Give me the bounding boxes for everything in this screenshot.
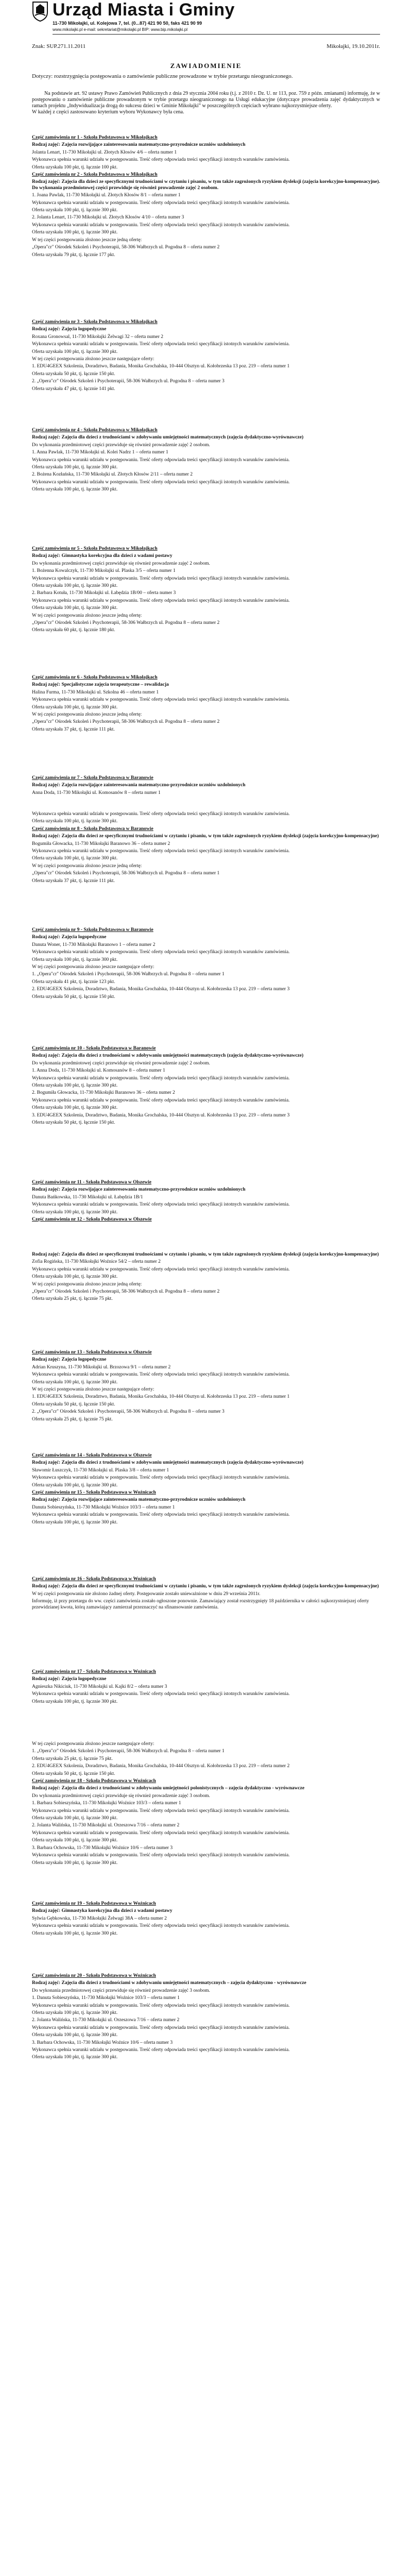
section-line: W tej części postępowania złożono jeszcze jedną ofertę: bbox=[32, 613, 142, 618]
section-line: Oferta uzyskała 100 pkt, tj. łącznie 300 pkt. bbox=[32, 819, 118, 824]
section-line: Wykonawca spełnia warunki udziału w postępowaniu. Treść oferty odpowiada treści specyfikacji istotnych warunków zamówienia. bbox=[32, 200, 290, 206]
section-heading: Część zamówienia nr 16 - Szkoła Podstawowa w Woźnicach bbox=[32, 1577, 156, 1582]
section-line: Do wykonania przedmiotowej części przewiduje się również prowadzenie zajęć 2 osobom. bbox=[32, 561, 210, 566]
award-section bbox=[32, 1741, 380, 1868]
section-line: Oferta uzyskała 100 pkt, tj. łącznie 300 pkt. bbox=[32, 856, 118, 861]
section-heading: Część zamówienia nr 5 - Szkoła Podstawowa w Mikołajkach bbox=[32, 546, 158, 551]
section-line: 1. EDU4GEEX Szkolenia, Doradztwo, Badania, Monika Grochalska, 10-444 Olsztyn ul. Kołobrzeska 13 poz. 219 – oferta numer 1 bbox=[32, 364, 290, 369]
section-line: 2. Jolanta Walińska, 11-730 Mikołajki ul. Orzeszowa 7/16 – oferta numer 2 bbox=[32, 1823, 180, 1828]
section-line: Do wykonania przedmiotowej części przewiduje się również prowadzenie zajęć 3 osobom. bbox=[32, 1988, 210, 1993]
section-line: Do wykonania przedmiotowej części przewiduje się również prowadzenie zajęć 2 osobom. bbox=[32, 1060, 210, 1066]
section-line: Oferta uzyskała 50 pkt, tj. łącznie 150 pkt. bbox=[32, 1120, 115, 1126]
section-line: Oferta uzyskała 50 pkt, tj. łącznie 150 pkt. bbox=[32, 994, 115, 999]
section-line: Zofia Rogińska, 11-730 Mikołajki Woźnice 54/2 – oferta numer 2 bbox=[32, 1259, 161, 1265]
section-line: Oferta uzyskała 41 pkt, tj. łącznie 123 pkt. bbox=[32, 979, 115, 985]
section-line: Wykonawca spełnia warunki udziału w postępowaniu. Treść oferty odpowiada treści specyfikacji istotnych warunków zamówienia. bbox=[32, 575, 290, 581]
section-line: Bogumiła Głowacka, 11-730 Mikołajki Baranowo 36 – oferta numer 2 bbox=[32, 841, 170, 846]
section-line: Oferta uzyskała 100 pkt, tj. łącznie 300 pkt. bbox=[32, 1860, 118, 1866]
class-type: Rodzaj zajęć: Gimnastyka korekcyjna dla dzieci z wadami postawy bbox=[32, 1908, 173, 1914]
section-line: Jolanta Lenart, 11-730 Mikołajki ul. Złotych Kłosów 4/6 – oferta numer 1 bbox=[32, 149, 177, 155]
section-line: 1. Joana Pawlak, 11-730 Mikołajki ul. Złotych Kłosów 8/1 – oferta numer 1 bbox=[32, 193, 181, 198]
section-line: 1. Bożenna Kowalczyk, 11-730 Mikołajki ul. Plaska 3/5 – oferta numer 1 bbox=[32, 568, 176, 574]
section-line: Oferta uzyskała 100 pkt, tj. łącznie 300 pkt. bbox=[32, 487, 118, 493]
divider bbox=[53, 34, 380, 35]
award-section bbox=[32, 1350, 380, 1424]
intro-paragraph: Na podstawie art. 92 ustawy Prawo Zamówień Publicznych z dnia 29 stycznia 2004 roku (t.j. z 2010 r. Dz. U. nr 113, poz. 759 z późn. zmianami) informuję, że w postępowaniu o zamówienie publiczne prowadzonym w trybie przetargu nieograniczonego na Usługi edukacyjne (dotyczące prowadzenia zajęć dydaktycznych w ramach projektu „Indywidualizacja drogą do sukcesu dzieci w Gminie Mikołajki” w poszczególnych częściach wybrano najkorzystniejsze oferty. W każdej z części zastosowano kryterium wyboru Wykonawcy była cena. bbox=[32, 91, 380, 115]
class-type: Rodzaj zajęć: Zajęcia logopedyczne bbox=[32, 327, 107, 332]
section-line: 2. Barbara Kotuła, 11-730 Mikołajki ul. Łabędzia 1B/00 – oferta numer 3 bbox=[32, 590, 176, 596]
section-line: W tej części postępowania złożono jeszcze następujące oferty: bbox=[32, 964, 154, 970]
office-title: Urząd Miasta i Gminy bbox=[53, 0, 235, 20]
subject-line: Dotyczy: rozstrzygnięcia postępowania o zamówienie publiczne prowadzone w trybie przetargu nieograniczonego. bbox=[32, 73, 293, 79]
section-line: W tej części postępowania złożono jeszcze jedną ofertę: bbox=[32, 237, 142, 243]
class-type: Rodzaj zajęć: Zajęcia rozwijające zainteresowania matematyczno-przyrodnicze uczniów uzdolnionych bbox=[32, 1497, 246, 1503]
section-line: Wykonawca spełnia warunki udziału w postępowaniu. Treść oferty odpowiada treści specyfikacji istotnych warunków zamówienia. bbox=[32, 598, 290, 603]
section-line: Wykonawca spełnia warunki udziału w postępowaniu. Treść oferty odpowiada treści specyfikacji istotnych warunków zamówienia. bbox=[32, 1266, 290, 1272]
section-line: Danuta Bańkowska, 11-730 Mikołajki ul. Łabędzia 1B/1 bbox=[32, 1194, 143, 1200]
section-line: Wykonawca spełnia warunki udziału w postępowaniu. Treść oferty odpowiada treści specyfikacji istotnych warunków zamówienia. bbox=[32, 222, 290, 228]
section-heading: Część zamówienia nr 15 - Szkoła Podstawowa w Woźnicach bbox=[32, 1490, 156, 1496]
section-line: W tej części postępowania nie złożono żadnej oferty. Postępowanie zostało unieważnione w dniu 29 września 2011r. bbox=[32, 1591, 261, 1597]
section-line: 2. Bożena Kozłańska, 11-730 Mikołajki ul. Złotych Kłosów 2/11 – oferta numer 2 bbox=[32, 472, 193, 478]
section-heading: Część zamówienia nr 14 - Szkoła Podstawowa w Olszewie bbox=[32, 1453, 152, 1458]
section-line: 1. „Opera"cr" Ośrodek Szkoleń i Psychoterapii, 58-306 Wałbrzych ul. Pogodna 8 – oferta numer 1 bbox=[32, 1749, 225, 1754]
award-section bbox=[32, 135, 380, 260]
section-line: Wykonawca spełnia warunki udziału w postępowaniu. Treść oferty odpowiada treści specyfikacji istotnych warunków zamówienia. bbox=[32, 1691, 290, 1697]
section-line: W tej części postępowania złożono jeszcze następujące oferty: bbox=[32, 1741, 154, 1747]
section-line: Wykonawca spełnia warunki udziału w postępowaniu. Treść oferty odpowiada treści specyfikacji istotnych warunków zamówienia. bbox=[32, 1512, 290, 1518]
section-line: 3. Barbara Ochowska, 11-730 Mikołajki Woźnice 10/6 – oferta numer 3 bbox=[32, 1845, 173, 1851]
section-line: Wykonawca spełnia warunki udziału w postępowaniu. Treść oferty odpowiada treści specyfikacji istotnych warunków zamówienia. bbox=[32, 342, 290, 347]
section-line: Oferta uzyskała 37 pkt, tj. łącznie 111 pkt. bbox=[32, 726, 115, 732]
section-line: Oferta uzyskała 100 pkt, tj. łącznie 300 pkt. bbox=[32, 1209, 118, 1215]
class-type: Rodzaj zajęć: Zajęcia logopedyczne bbox=[32, 935, 107, 940]
award-section bbox=[32, 675, 380, 734]
section-heading: Część zamówienia nr 19 - Szkoła Podstawowa w Woźnicach bbox=[32, 1901, 156, 1906]
section-line: Oferta uzyskała 100 pkt, tj. łącznie 300 pkt. bbox=[32, 1105, 118, 1111]
section-line: Adrian Kruszyna, 11-730 Mikołajki ul. Brzozowa 9/1 – oferta numer 2 bbox=[32, 1364, 171, 1370]
award-section bbox=[32, 1453, 380, 1527]
class-type: Rodzaj zajęć: Zajęcia dla dzieci z trudnościami w zdobywaniu umiejętności matematycznych (zajęcia dydaktyczno-wyrównawcze) bbox=[32, 1460, 304, 1466]
award-section bbox=[32, 1046, 380, 1127]
section-line: Danuta Woner, 11-730 Mikołajki Baranowo 1 – oferta numer 2 bbox=[32, 942, 156, 947]
class-type: Rodzaj zajęć: Zajęcia dla dzieci z trudnościami w zdobywaniu umiejętności matematycznych (zajęcia dydaktyczno-wyrównawcze) bbox=[32, 1053, 304, 1059]
section-heading: Część zamówienia nr 10 - Szkoła Podstawowa w Baranowie bbox=[32, 1046, 156, 1051]
section-line: Oferta uzyskała 100 pkt, tj. łącznie 300 pkt. bbox=[32, 2032, 118, 2038]
section-line: Do wykonania przedmiotowej części przewiduje się również prowadzenie zajęć 2 osobom. bbox=[32, 442, 210, 448]
award-section bbox=[32, 1669, 380, 1706]
section-line: Wykonawca spełnia warunki udziału w postępowaniu. Treść oferty odpowiada treści specyfikacji istotnych warunków zamówienia. bbox=[32, 1475, 290, 1481]
section-line: Wykonawca spełnia warunki udziału w postępowaniu. Treść oferty odpowiada treści specyfikacji istotnych warunków zamówienia. bbox=[32, 1372, 290, 1378]
section-line: Oferta uzyskała 37 pkt, tj. łącznie 111 pkt. bbox=[32, 878, 115, 884]
section-line: 1. Barbara Sobieszyńska, 11-730 Mikołajki Woźnice 103/3 – oferta numer 1 bbox=[32, 1801, 181, 1806]
section-line: Sławomir Łuszczyk, 11-730 Mikołajki ul. Plaska 3/8 – oferta numer 1 bbox=[32, 1467, 169, 1473]
letter-date: Mikołajki, 19.10.2011r. bbox=[327, 43, 380, 49]
section-line: Wykonawca spełnia warunki udziału w postępowaniu. Treść oferty odpowiada treści specyfikacji istotnych warunków zamówienia. bbox=[32, 811, 290, 817]
class-type: Rodzaj zajęć: Zajęcia dla dzieci ze specyficznymi trudnościami w czytaniu i pisaniu, w tym także zagrożonych ryzykiem dysleksji (zajęcia korekcyjno-kompensacyjne). Do wykonania przedmiotowej części przewiduje się również prowadzenie zajęć 2 osobom. bbox=[32, 179, 380, 191]
section-heading: Część zamówienia nr 7 - Szkoła Podstawowa w Baranowie bbox=[32, 775, 153, 781]
section-line: Oferta uzyskała 100 pkt, tj. łącznie 300 pkt. bbox=[32, 605, 118, 611]
section-line: Oferta uzyskała 100 pkt, tj. łącznie 300 pkt. bbox=[32, 1699, 118, 1704]
section-line: 3. EDU4GEEX Szkolenia, Doradztwo, Badania, Monika Grochalska, 10-444 Olsztyn ul. Kołobrzeska 13 poz. 219 – oferta numer 3 bbox=[32, 1112, 290, 1118]
section-line: 2. EDU4GEEX Szkolenia, Doradztwo, Badania, Monika Grochalska, 10-444 Olsztyn ul. Kołobrzeska 13 poz. 219 – oferta numer 2 bbox=[32, 1764, 290, 1769]
section-line: Oferta uzyskała 50 pkt, tj. łącznie 150 pkt. bbox=[32, 371, 115, 377]
section-line: W tej części postępowania złożono jeszcze następujące oferty: bbox=[32, 357, 154, 362]
award-section bbox=[32, 927, 380, 1002]
section-line: Wykonawca spełnia warunki udziału w postępowaniu. Treść oferty odpowiada treści specyfikacji istotnych warunków zamówienia. bbox=[32, 479, 290, 485]
section-line: Oferta uzyskała 50 pkt, tj. łącznie 150 pkt. bbox=[32, 1401, 115, 1407]
class-type: Rodzaj zajęć: Zajęcia dla dzieci z trudnościami w zdobywaniu umiejętności polonistycznych – zajęcia dydaktyczno - wyrównawcze bbox=[32, 1786, 305, 1791]
award-section bbox=[32, 546, 380, 635]
section-line: Agnieszka Nikiciuk, 11-730 Mikołajki ul. Kajki 8/2 – oferta numer 3 bbox=[32, 1684, 167, 1689]
section-line: 1. Danuta Sobieszyńska, 11-730 Mikołajki Woźnice 103/3 – oferta numer 1 bbox=[32, 1995, 180, 2001]
section-line: Oferta uzyskała 25 pkt, tj. łącznie 75 pkt. bbox=[32, 1756, 113, 1761]
section-line: 1. „Opera"cr" Ośrodek Szkoleń i Psychoterapii, 58-306 Wałbrzych ul. Pogodna 8 – oferta numer 1 bbox=[32, 972, 225, 977]
class-type: Rodzaj zajęć: Specjalistyczne zajęcia terapeutyczne – rewalidacja bbox=[32, 682, 169, 688]
section-line: „Opera"cr" Ośrodek Szkoleń i Psychoterapii, 58-306 Wałbrzych ul. Pogodna 8 – oferta numer 2 bbox=[32, 1289, 220, 1295]
section-line: Wykonawca spełnia warunki udziału w postępowaniu. Treść oferty odpowiada treści specyfikacji istotnych warunków zamówienia. bbox=[32, 2003, 290, 2008]
section-line: Oferta uzyskała 100 pkt, tj. łącznie 300 pkt. bbox=[32, 230, 118, 235]
section-heading: Część zamówienia nr 17 - Szkoła Podstawowa w Woźnicach bbox=[32, 1669, 156, 1674]
section-heading: Część zamówienia nr 13 - Szkoła Podstawowa w Olszewie bbox=[32, 1350, 152, 1355]
class-type: Rodzaj zajęć: Zajęcia rozwijające zainteresowania matematyczno-przyrodnicze uczniów uzdolnionych bbox=[32, 142, 246, 148]
section-line: Oferta uzyskała 100 pkt, tj. łącznie 300 pkt. bbox=[32, 1482, 118, 1488]
section-line: „Opera"cr" Ośrodek Szkoleń i Psychoterapii, 58-306 Wałbrzych ul. Pogodna 8 – oferta numer 2 bbox=[32, 245, 220, 250]
section-heading: Część zamówienia nr 20 - Szkoła Podstawowa w Woźnicach bbox=[32, 1973, 156, 1978]
section-line: Wykonawca spełnia warunki udziału w postępowaniu. Treść oferty odpowiada treści specyfikacji istotnych warunków zamówienia. bbox=[32, 1923, 290, 1929]
award-section bbox=[32, 428, 380, 495]
award-section bbox=[32, 1180, 380, 1224]
section-heading: Część zamówienia nr 6 - Szkoła Podstawowa w Mikołajkach bbox=[32, 675, 158, 680]
award-section bbox=[32, 775, 380, 798]
section-line: Oferta uzyskała 100 pkt, tj. łącznie 300 pkt. bbox=[32, 349, 118, 354]
section-heading: Część zamówienia nr 1 - Szkoła Podstawowa w Mikołajkach bbox=[32, 135, 158, 140]
section-line: Wykonawca spełnia warunki udziału w postępowaniu. Treść oferty odpowiada treści specyfikacji istotnych warunków zamówienia. bbox=[32, 697, 290, 703]
section-line: Wykonawca spełnia warunki udziału w postępowaniu. Treść oferty odpowiada treści specyfikacji istotnych warunków zamówienia. bbox=[32, 1075, 290, 1081]
section-line: 2. Bogumiła Głowacka, 11-730 Mikołajki Baranowo 36 – oferta numer 2 bbox=[32, 1090, 175, 1096]
section-line: W tej części postępowania złożono jeszcze jedną ofertę: bbox=[32, 712, 142, 718]
class-type: Rodzaj zajęć: Gimnastyka korekcyjna dla dzieci z wadami postawy bbox=[32, 553, 173, 559]
section-heading: Część zamówienia nr 18 - Szkoła Podstawowa w Woźnicach bbox=[32, 1778, 156, 1784]
section-line: Oferta uzyskała 25 pkt, tj. łącznie 75 pkt. bbox=[32, 1296, 113, 1302]
section-line: 2. „Opera"cr" Ośrodek Szkoleń i Psychoterapii, 58-306 Wałbrzych ul. Pogodna 8 – oferta numer 3 bbox=[32, 1409, 225, 1415]
section-line: W tej części postępowania złożono jeszcze jedną ofertę: bbox=[32, 863, 142, 869]
section-line: Oferta uzyskała 100 pkt, tj. łącznie 300 pkt. bbox=[32, 1083, 118, 1089]
section-line: Wykonawca spełnia warunki udziału w postępowaniu. Treść oferty odpowiada treści specyfikacji istotnych warunków zamówienia. bbox=[32, 1853, 290, 1858]
section-line: 2. Jolanta Lenart, 11-730 Mikołajki ul. Złotych Kłosów 4/10 – oferta numer 3 bbox=[32, 215, 184, 221]
section-line: Oferta uzyskała 100 pkt, tj. łącznie 300 pkt. bbox=[32, 1838, 118, 1843]
section-line: Roxana Gronowsal, 11-730 Mikołajki Żelwagi 32 – oferta numer 2 bbox=[32, 334, 164, 340]
section-line: Oferta uzyskała 100 pkt, tj. łącznie 300 pkt. bbox=[32, 1379, 118, 1385]
section-line: Oferta uzyskała 100 pkt, tj. łącznie 300 pkt. bbox=[32, 2055, 118, 2060]
section-heading: Część zamówienia nr 11 - Szkoła Podstawowa w Olszewie bbox=[32, 1180, 152, 1185]
section-line: Wykonawca spełnia warunki udziału w postępowaniu. Treść oferty odpowiada treści specyfikacji istotnych warunków zamówienia. bbox=[32, 2025, 290, 2030]
section-line: „Opera"cr" Ośrodek Szkoleń i Psychoterapii, 58-306 Wałbrzych ul. Pogodna 8 – oferta numer 1 bbox=[32, 871, 220, 876]
section-line: „Opera"cr" Ośrodek Szkoleń i Psychoterapii, 58-306 Wałbrzych ul. Pogodna 8 – oferta numer 2 bbox=[32, 719, 220, 725]
section-line: 1. Anna Pawlak, 11-730 Mikołajki ul. Kolei Nadrz 1 – oferta numer 1 bbox=[32, 450, 168, 455]
section-line: Oferta uzyskała 100 pkt, tj. łącznie 300 pkt. bbox=[32, 465, 118, 470]
section-heading: Część zamówienia nr 9 - Szkoła Podstawowa w Baranowie bbox=[32, 927, 153, 933]
section-line: Anna Doda, 11-730 Mikołajki ul. Komosanów 8 – oferta numer 1 bbox=[32, 790, 161, 795]
section-line: 2. „Opera"cr" Ośrodek Szkoleń i Psychoterapii, 58-306 Wałbrzych ul. Pogodna 8 – oferta numer 3 bbox=[32, 379, 225, 384]
award-section bbox=[32, 1973, 380, 2062]
document-heading: ZAWIADOMIENIE bbox=[170, 62, 242, 70]
class-type: Rodzaj zajęć: Zajęcia logopedyczne bbox=[32, 1676, 107, 1682]
section-heading: Część zamówienia nr 12 - Szkoła Podstawowa w Olszewie bbox=[32, 1217, 152, 1223]
section-line: Wykonawca spełnia warunki udziału w postępowaniu. Treść oferty odpowiada treści specyfikacji istotnych warunków zamówienia. bbox=[32, 1202, 290, 1208]
class-type: Rodzaj zajęć: Zajęcia dla dzieci ze specyficznymi trudnościami w czytaniu i pisaniu, w tym także zagrożonych ryzykiem dysleksji (zajęcia korekcyjno-kompensacyjne) bbox=[32, 1584, 379, 1589]
section-line: Danuta Sobieszyńska, 11-730 Mikołajki Woźnice 103/3 – oferta numer 1 bbox=[32, 1504, 175, 1510]
section-line: „Opera"cr" Ośrodek Szkoleń i Psychoterapii, 58-306 Wałbrzych ul. Pogodna 8 – oferta numer 2 bbox=[32, 620, 220, 626]
section-line: 2. Jolanta Walińska, 11-730 Mikołajki ul. Orzeszowa 7/16 – oferta numer 2 bbox=[32, 2018, 180, 2023]
letterhead bbox=[32, 0, 380, 49]
section-line: Sylwia Gębkowska, 11-730 Mikołajki Żelwagi 38A – oferta numer 2 bbox=[32, 1916, 167, 1921]
section-line: Oferta uzyskała 100 pkt, tj. łącznie 100 pkt. bbox=[32, 164, 118, 170]
section-line: Oferta uzyskała 100 pkt, tj. łącznie 300 pkt. bbox=[32, 1274, 118, 1280]
section-line: Wykonawca spełnia warunki udziału w postępowaniu. Treść oferty odpowiada treści specyfikacji istotnych warunków zamówienia. bbox=[32, 1097, 290, 1103]
section-line: Oferta uzyskała 100 pkt, tj. łącznie 300 pkt. bbox=[32, 957, 118, 962]
section-heading: Część zamówienia nr 2 - Szkoła Podstawowa w Mikołajkach bbox=[32, 172, 158, 178]
office-address: 11-730 Mikołajki, ul. Kolejowa 7, tel. (0...87) 421 90 50, faks 421 90 99 bbox=[53, 21, 202, 26]
section-line: Oferta uzyskała 100 pkt, tj. łącznie 300 pkt. bbox=[32, 704, 118, 710]
section-heading: Część zamówienia nr 4 - Szkoła Podstawowa w Mikołajkach bbox=[32, 428, 158, 433]
section-line: Oferta uzyskała 100 pkt, tj. łącznie 300 pkt. bbox=[32, 1930, 118, 1936]
class-type: Rodzaj zajęć: Zajęcia dla dzieci ze specyficznymi trudnościami w czytaniu i pisaniu, w tym także zagrożonych ryzykiem dysleksji (zajęcia korekcyjno-kompensacyjne) bbox=[32, 834, 379, 839]
section-line: Oferta uzyskała 60 pkt, tj. łącznie 180 pkt. bbox=[32, 628, 115, 633]
office-contact: www.mikolajki.pl e-mail: sekretariat@mikolajki.pl BIP: www.bip.mikolajki.pl bbox=[53, 27, 187, 32]
section-line: W tej części postępowania złożono jeszcze następujące oferty: bbox=[32, 1387, 154, 1393]
section-line: Oferta uzyskała 25 pkt, tj. łącznie 75 pkt. bbox=[32, 1416, 113, 1422]
section-line: Oferta uzyskała 79 pkt, tj. łącznie 177 pkt. bbox=[32, 252, 115, 258]
section-line: Wykonawca spełnia warunki udziału w postępowaniu. Treść oferty odpowiada treści specyfikacji istotnych warunków zamówienia. bbox=[32, 457, 290, 463]
section-line: Do wykonania przedmiotowej części przewiduje się również prowadzenie zajęć 3 osobom. bbox=[32, 1793, 210, 1799]
reference-number: Znak: SUP.271.11.2011 bbox=[32, 43, 86, 49]
section-line: 1. Anna Doda, 11-730 Mikołajki ul. Komosanów 8 – oferta numer 1 bbox=[32, 1068, 165, 1074]
section-line: Oferta uzyskała 100 pkt, tj. łącznie 300 pkt. bbox=[32, 1816, 118, 1821]
section-heading: Część zamówienia nr 3 - Szkoła Podstawowa w Mikołajkach bbox=[32, 319, 158, 325]
class-type: Rodzaj zajęć: Zajęcia dla dzieci ze specyficznymi trudnościami w czytaniu i pisaniu, w tym także zagrożonych ryzykiem dysleksji (zajęcia korekcyjno-kompensacyjne) bbox=[32, 1252, 379, 1257]
section-line: Informuję, iż przy przetargu do ww. części zamówienia zostało ogłoszone ponownie. Zamawiający został rozstrzygnięty 18 października w całości najkorzystniejszej oferty przewidzianej kwota, którą zamawiający zamierzał przeznaczyć na sfinansowanie zamówienia. bbox=[32, 1599, 369, 1610]
class-type: Rodzaj zajęć: Zajęcia rozwijające zainteresowania matematyczno-przyrodnicze uczniów uzdolnionych bbox=[32, 1187, 246, 1193]
section-line: Oferta uzyskała 100 pkt, tj. łącznie 300 pkt. bbox=[32, 583, 118, 589]
section-line: Wykonawca spełnia warunki udziału w postępowaniu. Treść oferty odpowiada treści specyfikacji istotnych warunków zamówienia. bbox=[32, 849, 290, 854]
section-line: 2. EDU4GEEX Szkolenia, Doradztwo, Badania, Monika Grochalska, 10-444 Olsztyn ul. Kołobrzeska 13 poz. 219 – oferta numer 3 bbox=[32, 987, 290, 992]
section-line: Oferta uzyskała 100 pkt, tj. łącznie 300 pkt. bbox=[32, 208, 118, 213]
class-type: Rodzaj zajęć: Zajęcia logopedyczne bbox=[32, 1357, 107, 1363]
section-line: Wykonawca spełnia warunki udziału w postępowaniu. Treść oferty odpowiada treści specyfikacji istotnych warunków zamówienia. bbox=[32, 2047, 290, 2053]
section-line: Oferta uzyskała 100 pkt, tj. łącznie 300 pkt. bbox=[32, 1519, 118, 1525]
section-line: 3. Barbara Ochowska, 11-730 Mikołajki Woźnice 10/6 – oferta numer 3 bbox=[32, 2040, 173, 2045]
section-line: W tej części postępowania złożono jeszcze jedną ofertę: bbox=[32, 1281, 142, 1287]
award-section bbox=[32, 319, 380, 394]
section-line: Wykonawca spełnia warunki udziału w postępowaniu. Treść oferty odpowiada treści specyfikacji istotnych warunków zamówienia. bbox=[32, 950, 290, 955]
section-line: 1. EDU4GEEX Szkolenia, Doradztwo, Badania, Monika Grochalska, 10-444 Olsztyn ul. Kołobrzeska 13 poz. 219 – oferta numer 1 bbox=[32, 1394, 290, 1400]
award-section bbox=[32, 1252, 380, 1304]
award-section bbox=[32, 811, 380, 886]
section-line: Wykonawca spełnia warunki udziału w postępowaniu. Treść oferty odpowiada treści specyfikacji istotnych warunków zamówienia. bbox=[32, 157, 290, 163]
class-type: Rodzaj zajęć: Zajęcia rozwijające zainteresowania matematyczno-przyrodnicze uczniów uzdolnionych bbox=[32, 783, 246, 788]
section-heading: Część zamówienia nr 8 - Szkoła Podstawowa w Baranowie bbox=[32, 826, 153, 832]
award-section bbox=[32, 1901, 380, 1938]
class-type: Rodzaj zajęć: Zajęcia dla dzieci z trudnościami w zdobywaniu umiejętności matematycznych (zajęcia dydaktyczno-wyrównawcze) bbox=[32, 435, 304, 440]
coat-of-arms-icon bbox=[32, 1, 48, 22]
section-line: Oferta uzyskała 47 pkt, tj. łącznie 141 pkt. bbox=[32, 386, 115, 392]
section-line: Wykonawca spełnia warunki udziału w postępowaniu. Treść oferty odpowiada treści specyfikacji istotnych warunków zamówienia. bbox=[32, 1808, 290, 1814]
section-line: Wykonawca spełnia warunki udziału w postępowaniu. Treść oferty odpowiada treści specyfikacji istotnych warunków zamówienia. bbox=[32, 1830, 290, 1836]
section-line: Oferta uzyskała 100 pkt, tj. łącznie 300 pkt. bbox=[32, 2010, 118, 2016]
section-line: Oferta uzyskała 50 pkt, tj. łącznie 150 pkt. bbox=[32, 1771, 115, 1776]
section-line: Halina Furma, 11-730 Mikołajki ul. Szkolna 46 – oferta numer 1 bbox=[32, 689, 159, 695]
class-type: Rodzaj zajęć: Zajęcia dla dzieci z trudnościami w zdobywaniu umiejętności matematycznych – zajęcia dydaktyczno - wyrównawcze bbox=[32, 1980, 306, 1986]
award-section bbox=[32, 1577, 380, 1612]
